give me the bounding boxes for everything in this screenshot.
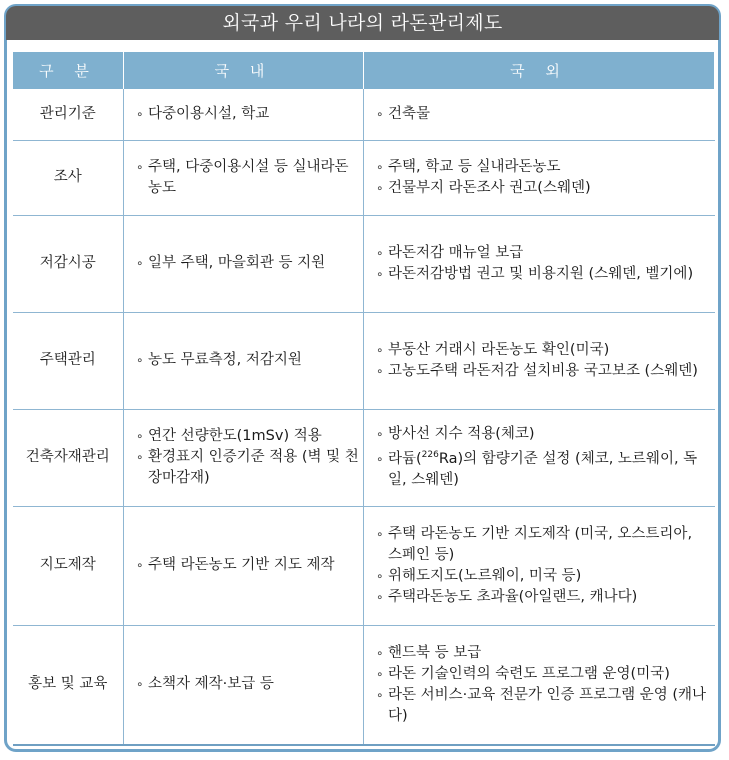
list-item: ∘ 부동산 거래시 라돈농도 확인(미국) — [368, 340, 711, 361]
row-category: 주택관리 — [13, 312, 124, 409]
table-title: 외국과 우리 나라의 라돈관리제도 — [6, 6, 719, 40]
foreign-cell — [364, 215, 715, 312]
list-item: ∘ 주택 라돈농도 기반 지도 제작 — [128, 555, 359, 576]
list-item: ∘ 라돈저감 매뉴얼 보급 — [368, 243, 711, 264]
row-category: 관리기준 — [13, 89, 124, 140]
foreign-cell — [364, 89, 715, 140]
table-row — [13, 409, 715, 506]
list-item: ∘ 주택, 학교 등 실내라돈농도 — [368, 157, 711, 178]
list-item — [368, 445, 711, 491]
domestic-cell — [124, 140, 364, 215]
domestic-cell — [124, 312, 364, 409]
domestic-cell — [124, 409, 364, 506]
list-item: ∘ 일부 주택, 마을회관 등 지원 — [128, 253, 359, 274]
table-row — [13, 506, 715, 625]
row-category: 홍보 및 교육 — [13, 625, 124, 745]
list-item: ∘ 주택 라돈농도 기반 지도제작 (미국, 오스트리아, 스페인 등) — [368, 524, 711, 566]
list-item: ∘ 건물부지 라돈조사 권고(스웨덴) — [368, 178, 711, 199]
table-row — [13, 312, 715, 409]
foreign-cell — [364, 625, 715, 745]
list-item: ∘ 주택라돈농도 초과율(아일랜드, 캐나다) — [368, 587, 711, 608]
domestic-cell — [124, 89, 364, 140]
list-item: ∘ 농도 무료측정, 저감지원 — [128, 350, 359, 371]
header-category: 구 분 — [13, 52, 124, 89]
radon-management-table — [12, 52, 715, 746]
list-item: ∘ 소책자 제작·보급 등 — [128, 674, 359, 695]
list-item: ∘ 연간 선량한도(1mSv) 적용 — [128, 426, 359, 447]
table-row — [13, 625, 715, 745]
list-item: ∘ 방사선 지수 적용(체코) — [368, 424, 711, 445]
list-item: ∘ 다중이용시설, 학교 — [128, 104, 359, 125]
list-item: ∘ 환경표지 인증기준 적용 (벽 및 천장마감재) — [128, 447, 359, 489]
domestic-cell — [124, 506, 364, 625]
list-item: ∘ 고농도주택 라돈저감 설치비용 국고보조 (스웨덴) — [368, 361, 711, 382]
foreign-cell — [364, 312, 715, 409]
header-row — [13, 52, 715, 89]
foreign-cell — [364, 506, 715, 625]
table-row — [13, 215, 715, 312]
radium-prefix: 라듐( — [388, 451, 422, 467]
row-category: 건축자재관리 — [13, 409, 124, 506]
foreign-cell — [364, 140, 715, 215]
domestic-cell — [124, 625, 364, 745]
row-category: 조사 — [13, 140, 124, 215]
list-item: ∘ 주택, 다중이용시설 등 실내라돈농도 — [128, 157, 359, 199]
list-item: ∘ 라돈 기술인력의 숙련도 프로그램 운영(미국) — [368, 664, 711, 685]
domestic-cell — [124, 215, 364, 312]
table-row — [13, 89, 715, 140]
row-category: 저감시공 — [13, 215, 124, 312]
foreign-cell — [364, 409, 715, 506]
list-item: ∘ 라돈저감방법 권고 및 비용지원 (스웨덴, 벨기에) — [368, 264, 711, 285]
radium-isotope-superscript: 226 — [421, 450, 439, 460]
list-item: ∘ 건축물 — [368, 104, 711, 125]
table-row — [13, 140, 715, 215]
list-item: ∘ 위해도지도(노르웨이, 미국 등) — [368, 566, 711, 587]
list-item: ∘ 라돈 서비스·교육 전문가 인증 프로그램 운영 (캐나다) — [368, 685, 711, 727]
header-foreign: 국 외 — [364, 52, 715, 89]
radium-suffix: Ra)의 함량기준 설정 (체코, 노르웨이, 독일, 스웨덴) — [388, 451, 698, 488]
header-domestic: 국 내 — [124, 52, 364, 89]
row-category: 지도제작 — [13, 506, 124, 625]
list-item: ∘ 핸드북 등 보급 — [368, 643, 711, 664]
